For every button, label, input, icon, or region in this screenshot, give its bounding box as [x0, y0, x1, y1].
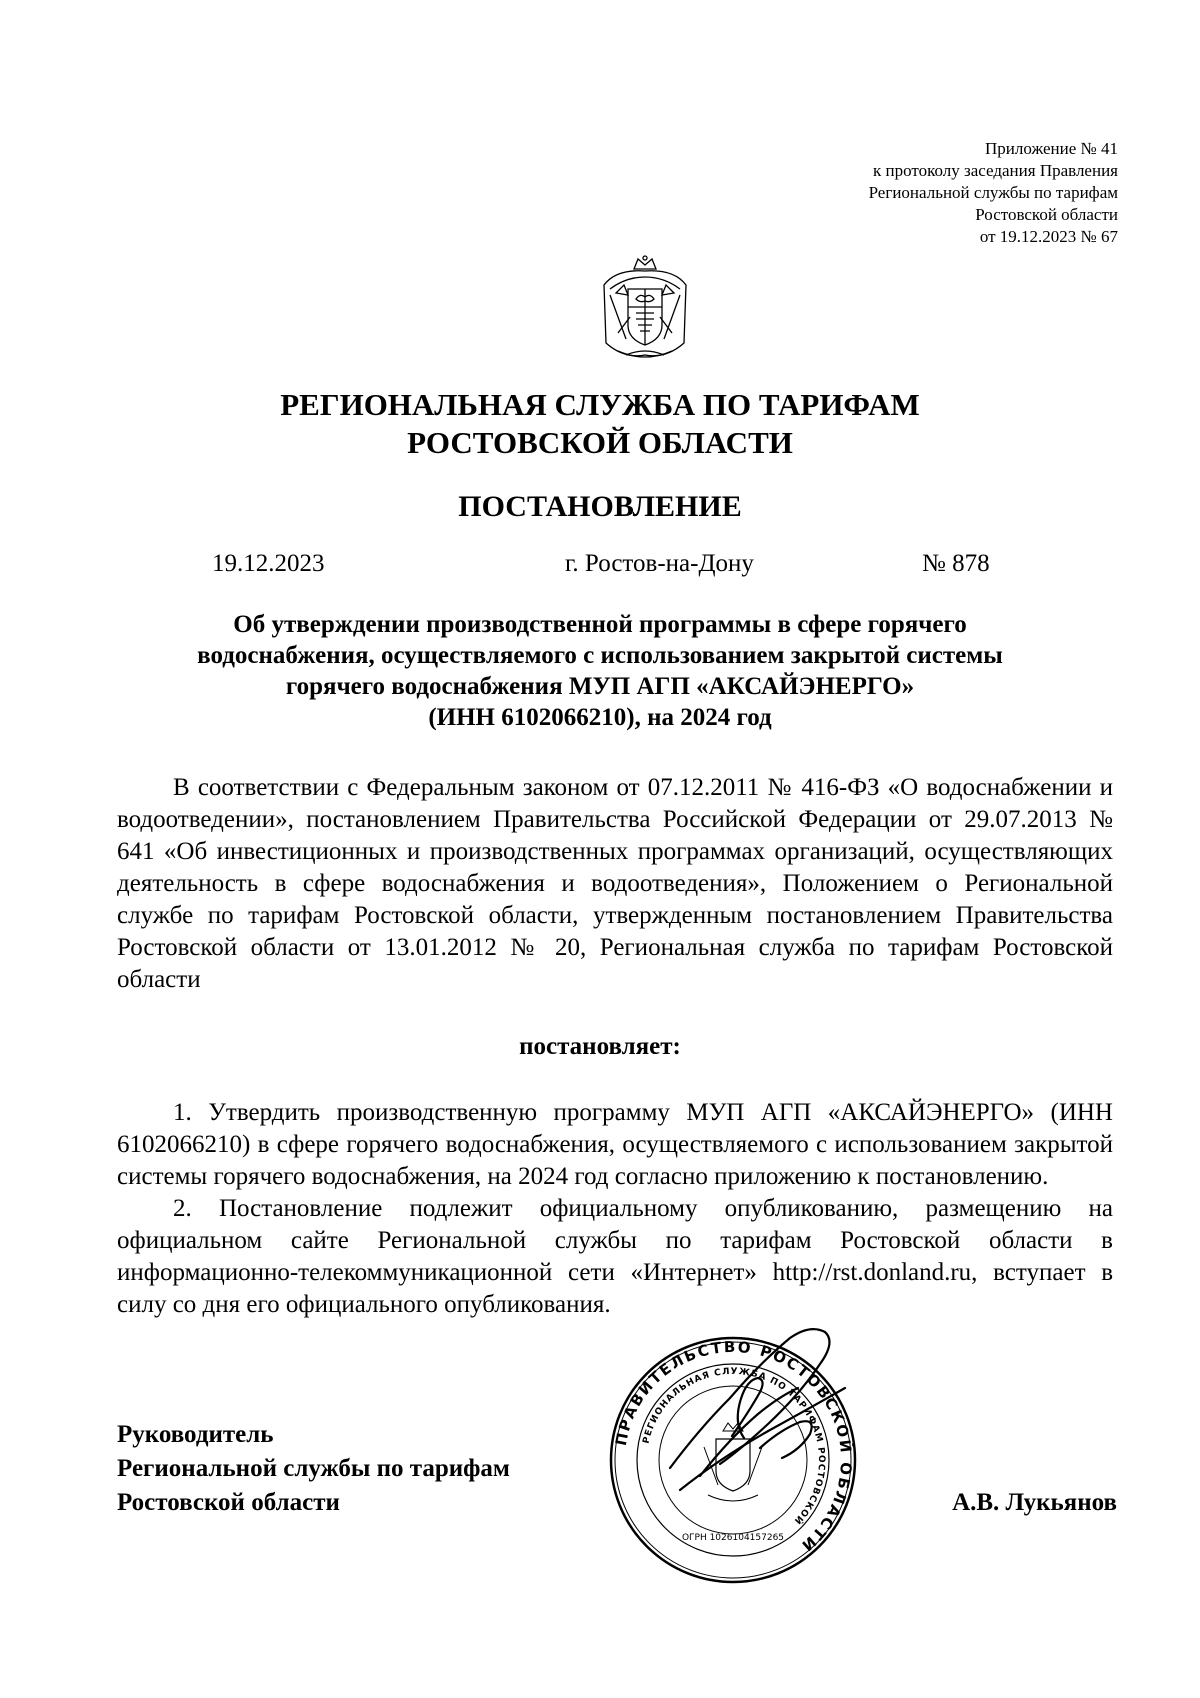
- signatory-title-line: Руководитель: [117, 1421, 274, 1448]
- subject-line: (ИНН 6102066210), на 2024 год: [428, 704, 772, 731]
- signatory-title-line: Ростовской области: [117, 1489, 340, 1516]
- resolves-heading: постановляет:: [519, 1033, 681, 1060]
- subject-line: горячего водоснабжения МУП АГП «АКСАЙЭНЕРГО»: [285, 673, 915, 700]
- resolution-items: [117, 1097, 1113, 1321]
- handwritten-signature: [640, 1318, 870, 1518]
- annex-line: Ростовской области: [975, 205, 1118, 224]
- annex-reference: [869, 138, 1118, 248]
- document-date: 19.12.2023: [212, 550, 325, 577]
- subject-line: Об утверждении производственной программы в сфере горячего: [233, 611, 967, 638]
- annex-line: к протоколу заседания Правления: [873, 161, 1118, 180]
- preamble-paragraph: В соответствии с Федеральным законом от 07.12.2011 № 416-ФЗ «О водоснабжении и водоотведении», постановлением Правительства Российской Федерации от 29.07.2013 № 641 «Об инвестиционных и производственных программах организаций, осуществляющих деятельность в сфере водоснабжения и водоотведения», Положением о Региональной службе по тарифам Ростовской области, утвержденным постановлением Правительства Ростовской области от 13.01.2012 № 20, Региональная служба по тарифам Ростовской области: [117, 774, 1113, 993]
- annex-line: Региональной службы по тарифам: [868, 183, 1118, 202]
- svg-text:ПРАВИТЕЛЬСТВО РОСТОВСКОЙ ОБЛАС: ПРАВИТЕЛЬСТВО РОСТОВСКОЙ ОБЛАСТИ: [611, 1337, 856, 1556]
- org-title-line: РОСТОВСКОЙ ОБЛАСТИ: [407, 425, 793, 460]
- document-city: г. Ростов-на-Дону: [565, 550, 754, 577]
- signatory-title-line: Региональной службы по тарифам: [117, 1455, 510, 1482]
- annex-line: Приложение № 41: [985, 139, 1118, 158]
- svg-text:ОГРН 1026104157265: ОГРН 1026104157265: [681, 1533, 785, 1543]
- annex-line: от 19.12.2023 № 67: [979, 227, 1118, 246]
- signatory-title: [117, 1418, 510, 1520]
- subject-line: водоснабжения, осуществляемого с использованием закрытой системы: [197, 642, 1003, 669]
- svg-text:РЕГИОНАЛЬНАЯ СЛУЖБА ПО ТАРИФАМ: РЕГИОНАЛЬНАЯ СЛУЖБА ПО ТАРИФАМ РОСТОВСКОЙ: [641, 1366, 827, 1527]
- document-type: ПОСТАНОВЛЕНИЕ: [458, 490, 742, 523]
- document-subject: [150, 609, 1050, 733]
- coat-of-arms-icon: [596, 255, 694, 365]
- resolution-item: 2. Постановление подлежит официальному опубликованию, размещению на официальном сайте Региональной службы по тарифам Ростовской области в информационно-телекоммуникационной сети «Интернет» http://rst.donland.ru, вступает в силу со дня его официального опубликования.: [117, 1195, 1113, 1318]
- org-title-line: РЕГИОНАЛЬНАЯ СЛУЖБА ПО ТАРИФАМ: [280, 387, 920, 422]
- resolution-item: 1. Утвердить производственную программу МУП АГП «АКСАЙЭНЕРГО» (ИНН 6102066210) в сфере горячего водоснабжения, осуществляемого с использованием закрытой системы горячего водоснабжения, на 2024 год согласно приложению к постановлению.: [117, 1099, 1113, 1190]
- signer-name: А.В. Лукьянов: [952, 1489, 1117, 1516]
- document-number: № 878: [922, 550, 990, 577]
